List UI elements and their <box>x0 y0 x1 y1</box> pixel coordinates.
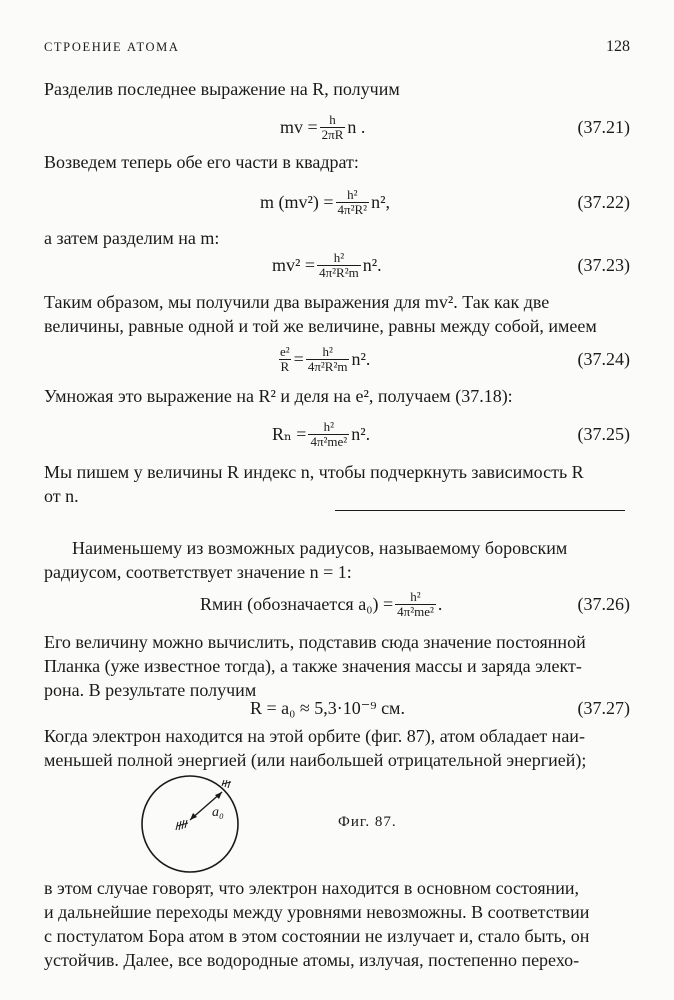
fraction-denominator: 2πR <box>321 126 344 142</box>
equation-number: (37.21) <box>577 116 630 137</box>
fraction-denominator: 4π²R²m <box>319 264 359 280</box>
fraction-denominator: R <box>280 358 290 374</box>
equation-text: R = a₀ ≈ 5,3·10⁻⁹ см. <box>250 697 405 718</box>
fraction-lhs <box>278 345 292 374</box>
equation-37-21 <box>44 107 630 147</box>
paragraph-6-line-1: Мы пишем у величины R индекс n, чтобы подчеркнуть зависимость R <box>44 462 584 482</box>
paragraph-10-line-4: устойчив. Далее, все водородные атомы, излучая, постепенно перехо- <box>44 950 580 970</box>
fraction-numerator: h <box>329 111 336 127</box>
equation-number: (37.27) <box>577 697 630 718</box>
paragraph-5: Умножая это выражение на R² и деля на e², получаем (37.18): <box>44 386 513 406</box>
equation-rhs: n². <box>351 423 371 444</box>
equation-37-24 <box>44 339 630 379</box>
equation-lhs: Rмин (обозначается a₀) = <box>200 593 394 614</box>
equation-37-26 <box>44 584 630 624</box>
equation-37-23 <box>44 245 630 285</box>
fraction-numerator: h² <box>410 588 421 604</box>
fraction-denominator: 4π²R²m <box>307 358 348 374</box>
equation-rhs: n². <box>351 348 371 369</box>
section-divider <box>335 510 625 511</box>
equation-lhs: m (mv²) = <box>260 191 334 212</box>
paragraph-10-line-1: в этом случае говорят, что электрон находится в основном состоянии, <box>44 878 579 898</box>
fraction <box>308 420 349 449</box>
figure-87-orbit <box>138 772 242 876</box>
equation-number: (37.24) <box>577 348 630 369</box>
paragraph-2: Возведем теперь обе его части в квадрат: <box>44 152 359 172</box>
paragraph-7-line-1: Наименьшему из возможных радиусов, называемому боровским <box>72 538 568 558</box>
fraction <box>306 345 350 374</box>
equation-37-27 <box>44 688 630 728</box>
equation-rhs: n². <box>362 254 382 275</box>
equation-number: (37.26) <box>577 593 630 614</box>
figure-caption: Фиг. 87. <box>338 814 397 830</box>
equation-number: (37.25) <box>577 423 630 444</box>
paragraph-10-line-2: и дальнейшие переходы между уровнями невозможны. В соответствии <box>44 902 590 922</box>
orbit-circle <box>142 776 238 872</box>
paragraph-7-line-2: радиусом, соответствует значение n = 1: <box>44 562 352 582</box>
fraction <box>317 251 361 280</box>
fraction-denominator: 4π²R² <box>337 201 368 217</box>
equation-rhs: n², <box>371 191 390 212</box>
fraction <box>395 590 436 619</box>
fraction-denominator: 4π²me² <box>397 603 434 619</box>
equation-number: (37.22) <box>577 191 630 212</box>
paragraph-9-line-1: Когда электрон находится на этой орбите (фиг. 87), атом обладает наи- <box>44 726 585 746</box>
fraction-numerator: h² <box>322 343 333 359</box>
equation-rhs: n . <box>347 116 366 137</box>
equation-number: (37.23) <box>577 254 630 275</box>
nucleus-hatching <box>176 820 188 830</box>
equation-rhs: . <box>437 593 443 614</box>
equation-lhs: mv² = <box>272 254 316 275</box>
paragraph-10-line-3: с постулатом Бора атом в этом состоянии не излучает и, стало быть, он <box>44 926 590 946</box>
fraction-numerator: h² <box>333 249 345 265</box>
paragraph-8-line-2: Планка (уже известное тогда), а также значения массы и заряда элект- <box>44 656 582 676</box>
paragraph-4-line-1: Таким образом, мы получили два выражения для mv². Так как две <box>44 292 550 312</box>
equation-37-22 <box>44 182 630 222</box>
equals-sign: = <box>293 348 304 369</box>
fraction-numerator: e² <box>280 343 290 359</box>
paragraph-8-line-1: Его величину можно вычислить, подставив сюда значение постоянной <box>44 632 586 652</box>
fraction-numerator: h² <box>323 418 335 434</box>
page-header <box>44 38 630 58</box>
paragraph-9-line-2: меньшей полной энергией (или наибольшей отрицательной энергией); <box>44 750 587 770</box>
radius-label: a₀ <box>212 805 224 820</box>
electron-hatching <box>222 780 231 788</box>
fraction-numerator: h² <box>347 186 358 202</box>
equation-lhs: mv = <box>280 116 318 137</box>
paragraph-1: Разделив последнее выражение на R, получим <box>44 79 400 99</box>
orbit-diagram <box>138 772 242 876</box>
fraction <box>336 188 370 217</box>
paragraph-4-line-2: величины, равные одной и той же величине, равны между собой, имеем <box>44 316 597 336</box>
paragraph-8-line-3: рона. В результате получим <box>44 680 257 700</box>
paragraph-6-line-2: от n. <box>44 486 79 506</box>
paragraph-3: а затем разделим на m: <box>44 228 220 248</box>
fraction-denominator: 4π²me² <box>310 433 348 449</box>
fraction <box>320 113 346 142</box>
equation-lhs: Rₙ = <box>272 423 307 444</box>
page-number: 128 <box>606 38 630 55</box>
equation-37-25 <box>44 414 630 454</box>
running-title: СТРОЕНИЕ АТОМА <box>44 40 180 54</box>
